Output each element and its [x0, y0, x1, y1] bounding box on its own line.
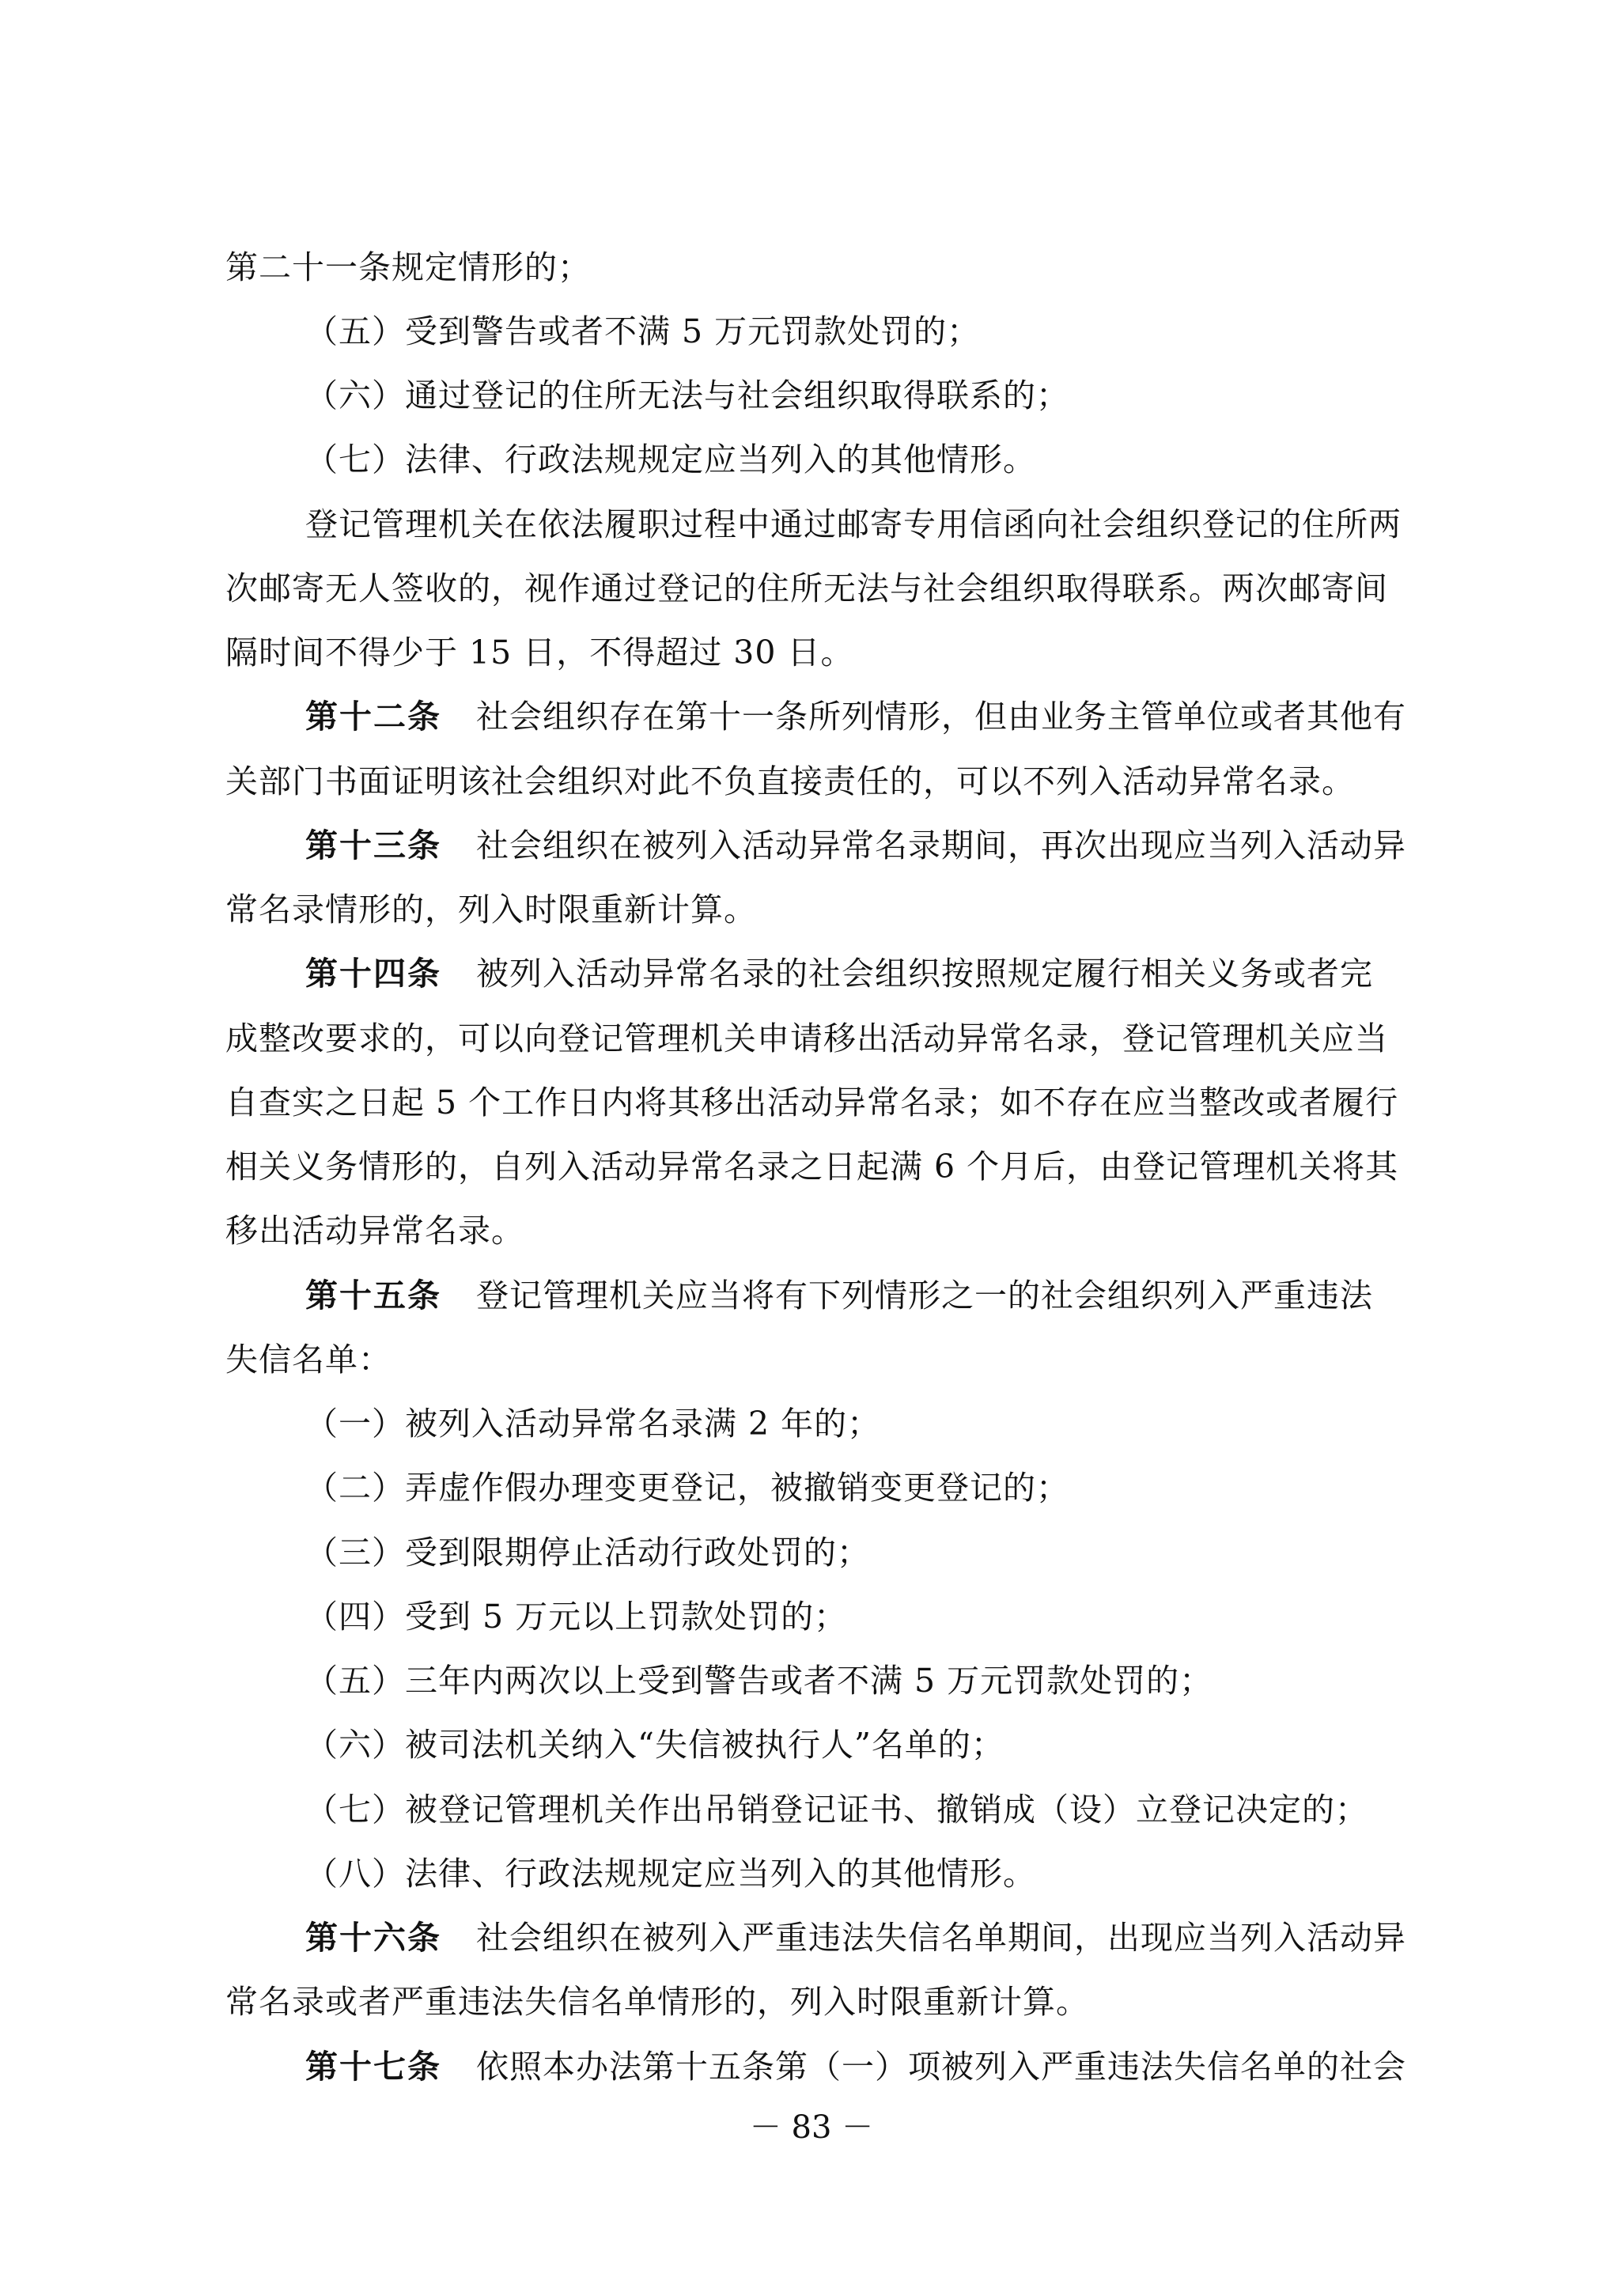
article-13-line — [0, 823, 1623, 868]
line-text: 成整改要求的，可以向登记管理机关申请移出活动异常名录，登记管理机关应当 — [225, 1019, 1388, 1057]
list-item — [0, 309, 1623, 354]
article-15-line — [0, 1273, 1623, 1318]
line-text: 社会组织存在第十一条所列情形，但由业务主管单位或者其他有 — [476, 698, 1406, 736]
line-text: 依照本办法第十五条第（一）项被列入严重违法失信名单的社会 — [476, 2048, 1406, 2086]
article-heading: 第十三条 — [305, 826, 441, 864]
article-heading: 第十五条 — [305, 1277, 441, 1314]
paragraph-line — [0, 566, 1623, 611]
page-number: － 83 － — [749, 2109, 874, 2146]
line-text: 关部门书面证明该社会组织对此不负直接责任的，可以不列入活动异常名录。 — [225, 762, 1355, 800]
list-item — [0, 1401, 1623, 1446]
line-text: （三）受到限期停止活动行政处罚的； — [305, 1534, 870, 1572]
line-text: （二）弄虚作假办理变更登记，被撤销变更登记的； — [305, 1469, 1069, 1507]
line-text: 自查实之日起 5 个工作日内将其移出活动异常名录；如不存在应当整改或者履行 — [225, 1084, 1399, 1122]
list-item — [0, 1787, 1623, 1832]
line-text: （六）被司法机关纳入“失信被执行人”名单的； — [305, 1726, 1004, 1764]
article-17-line — [0, 2044, 1623, 2089]
line-text: （四）受到 5 万元以上罚款处罚的； — [305, 1598, 848, 1636]
article-16-line — [0, 1916, 1623, 1960]
line-text: （七）被登记管理机关作出吊销登记证书、撤销成（设）立登记决定的； — [305, 1791, 1368, 1829]
paragraph-line — [0, 1144, 1623, 1189]
line-text: （八）法律、行政法规规定应当列入的其他情形。 — [305, 1855, 1036, 1893]
list-item — [0, 1530, 1623, 1575]
article-heading: 第十二条 — [305, 698, 441, 736]
line-text: （一）被列入活动异常名录满 2 年的； — [305, 1405, 881, 1443]
list-item — [0, 1723, 1623, 1767]
line-text: 第二十一条规定情形的； — [225, 248, 591, 286]
line-text: 登记管理机关应当将有下列情形之一的社会组织列入严重违法 — [476, 1277, 1373, 1314]
line-text: （五）三年内两次以上受到警告或者不满 5 万元罚款处罚的； — [305, 1662, 1213, 1700]
article-12-line — [0, 694, 1623, 739]
paragraph-line — [0, 502, 1623, 547]
text-line — [0, 245, 1623, 289]
article-heading: 第十四条 — [305, 955, 441, 993]
list-item — [0, 437, 1623, 482]
list-item — [0, 373, 1623, 418]
article-heading: 第十六条 — [305, 1919, 441, 1957]
paragraph-line — [0, 1337, 1623, 1382]
list-item — [0, 1659, 1623, 1703]
line-text: 常名录或者严重违法失信名单情形的，列入时限重新计算。 — [225, 1983, 1089, 2021]
line-text: 常名录情形的，列入时限重新计算。 — [225, 891, 757, 929]
line-text: （七）法律、行政法规规定应当列入的其他情形。 — [305, 441, 1036, 478]
line-text: 登记管理机关在依法履职过程中通过邮寄专用信函向社会组织登记的住所两 — [305, 505, 1402, 543]
paragraph-line — [0, 630, 1623, 675]
line-text: 被列入活动异常名录的社会组织按照规定履行相关义务或者完 — [476, 955, 1373, 993]
line-text: 失信名单： — [225, 1341, 392, 1379]
line-text: 社会组织在被列入活动异常名录期间，再次出现应当列入活动异 — [476, 826, 1406, 864]
paragraph-line — [0, 1080, 1623, 1125]
list-item — [0, 1466, 1623, 1510]
line-text: 社会组织在被列入严重违法失信名单期间，出现应当列入活动异 — [476, 1919, 1406, 1957]
line-text: 隔时间不得少于 15 日，不得超过 30 日。 — [225, 634, 854, 671]
paragraph-line — [0, 1980, 1623, 2024]
line-text: （六）通过登记的住所无法与社会组织取得联系的； — [305, 376, 1069, 414]
article-heading: 第十七条 — [305, 2048, 441, 2086]
paragraph-line — [0, 1016, 1623, 1061]
paragraph-line — [0, 1209, 1623, 1253]
list-item — [0, 1852, 1623, 1896]
paragraph-line — [0, 887, 1623, 932]
line-text: 次邮寄无人签收的，视作通过登记的住所无法与社会组织取得联系。两次邮寄间 — [225, 569, 1388, 607]
line-text: 移出活动异常名录。 — [225, 1212, 524, 1250]
line-text: （五）受到警告或者不满 5 万元罚款处罚的； — [305, 312, 981, 350]
line-text: 相关义务情形的，自列入活动异常名录之日起满 6 个月后，由登记管理机关将其 — [225, 1148, 1399, 1186]
article-14-line — [0, 951, 1623, 996]
list-item — [0, 1594, 1623, 1639]
paragraph-line — [0, 759, 1623, 804]
